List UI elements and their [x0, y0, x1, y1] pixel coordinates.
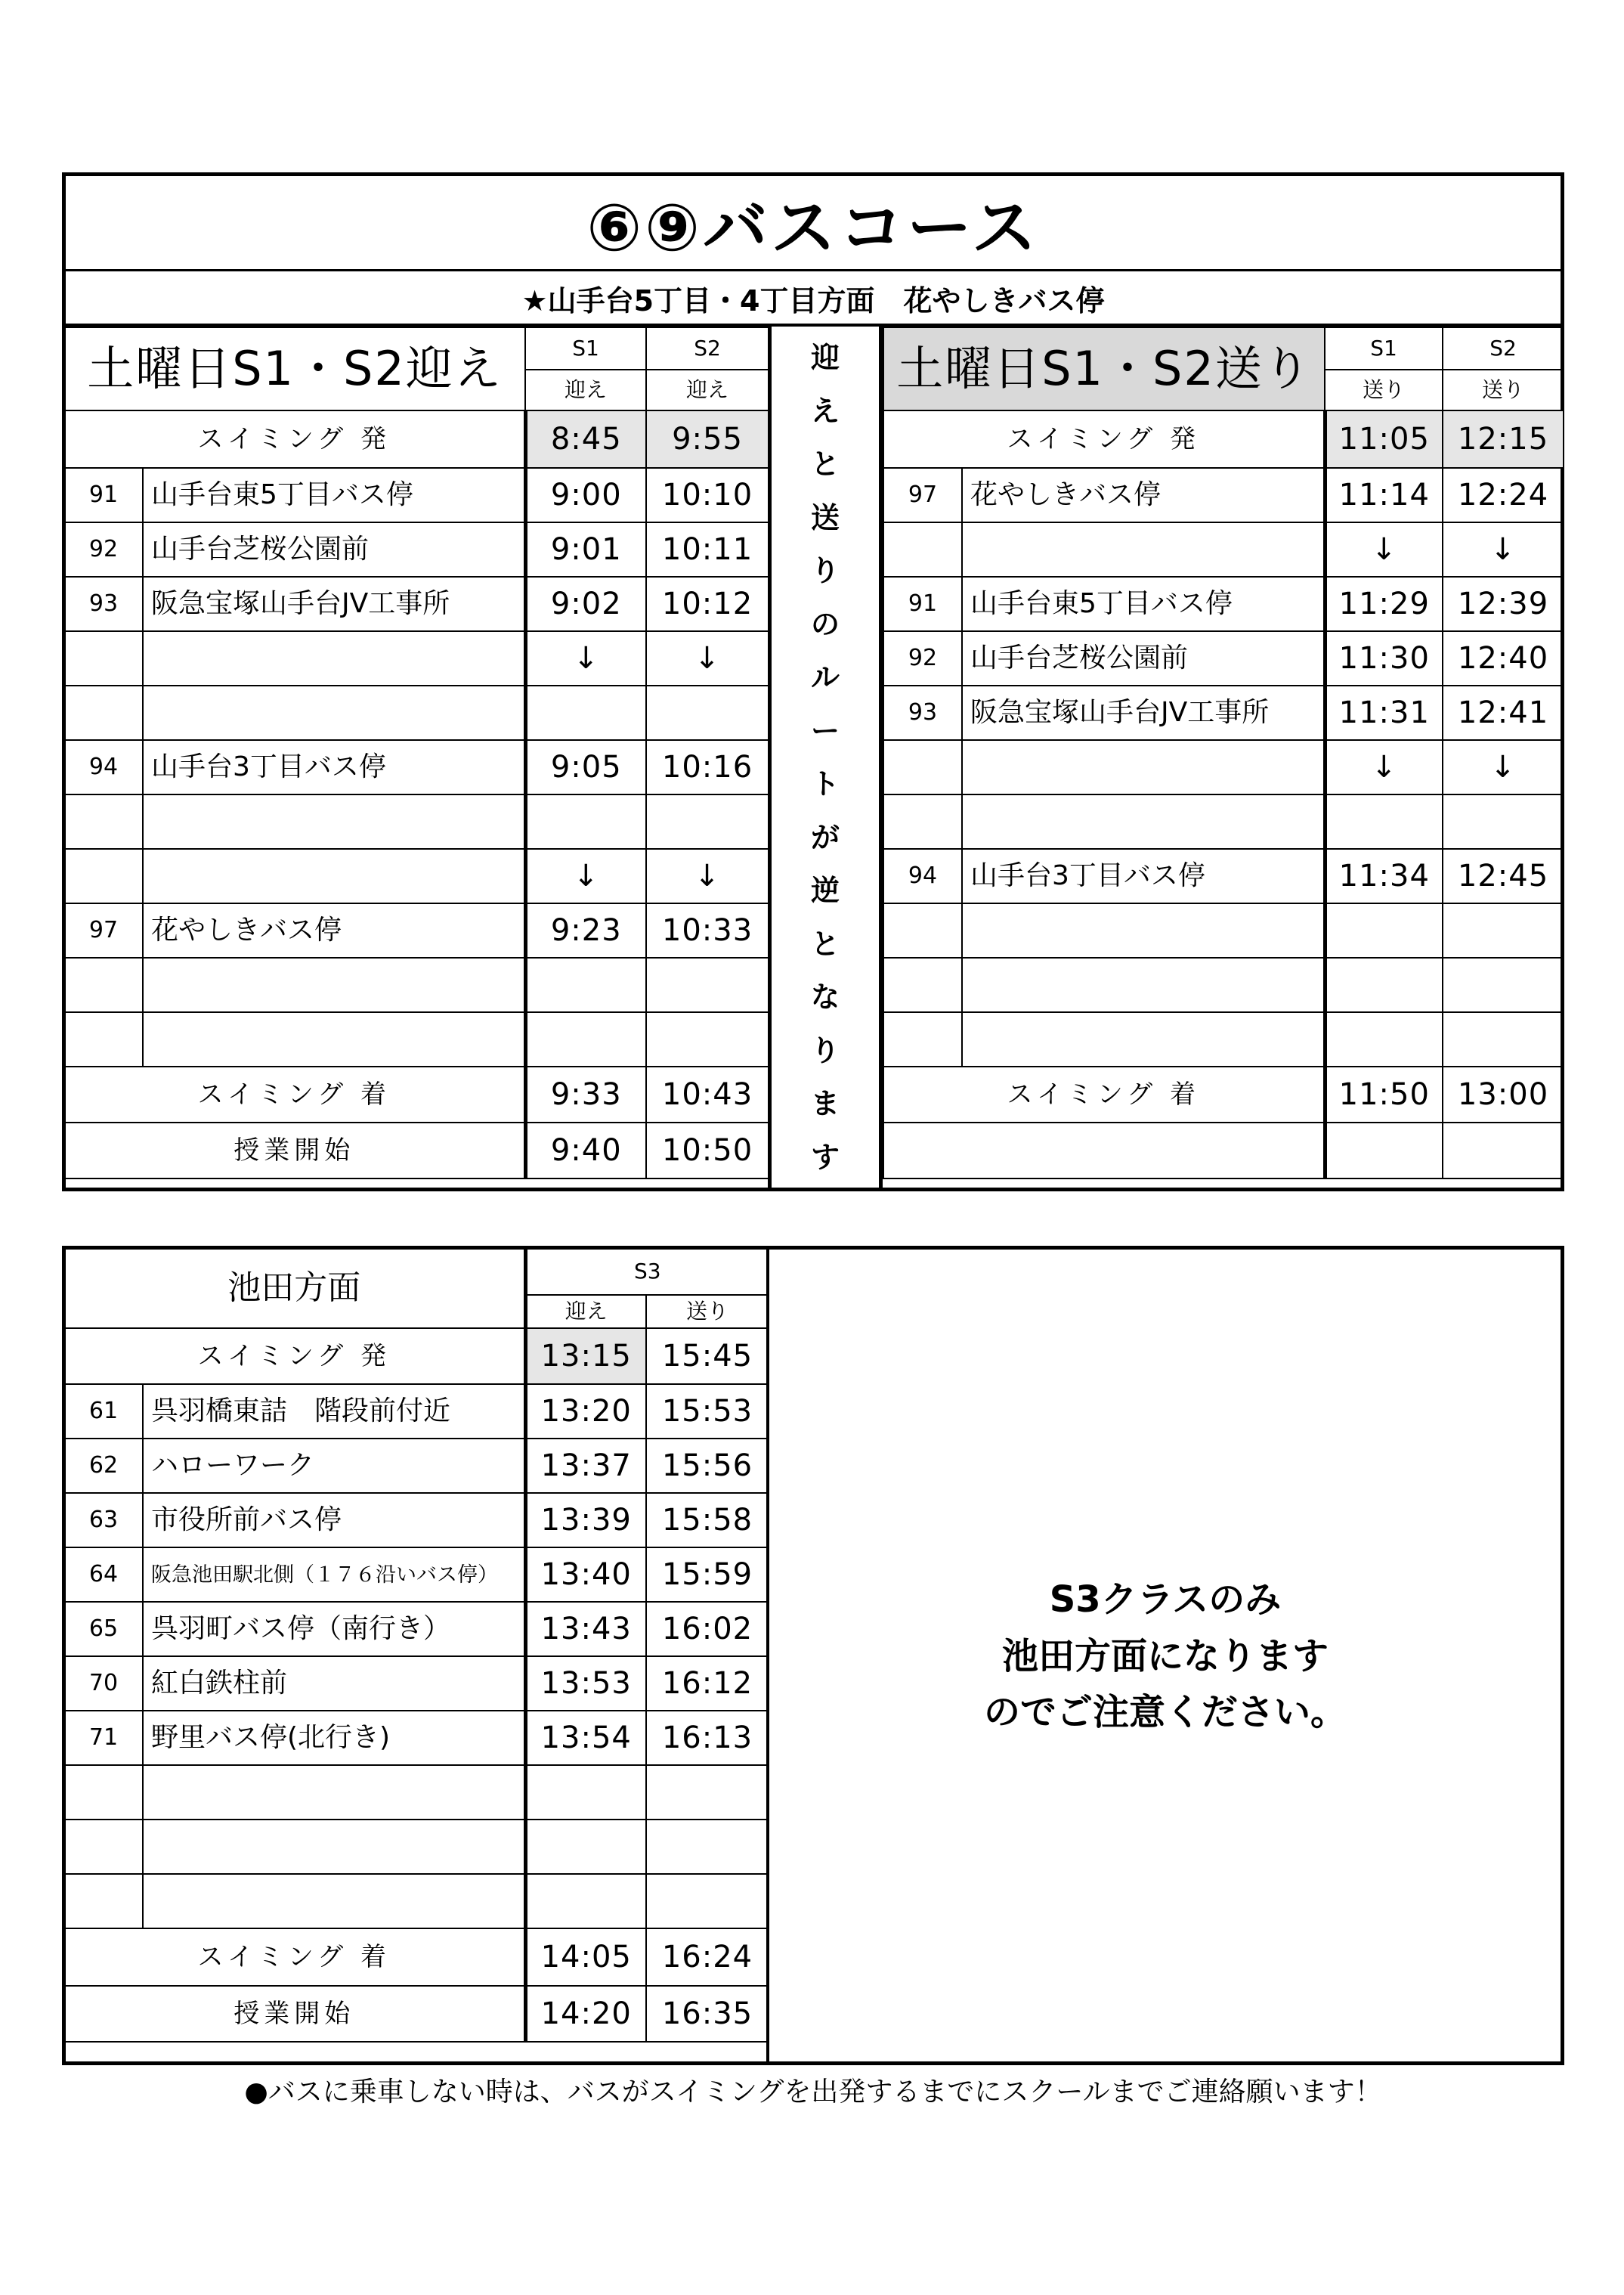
route-note-char: 逆	[810, 874, 840, 908]
table-row	[64, 1012, 769, 1067]
stop-name	[962, 1012, 1325, 1067]
timetable-title: 土曜日S1・S2送り	[883, 327, 1325, 410]
ikeda-timetable	[63, 1247, 769, 2043]
stop-number: 94	[64, 740, 143, 794]
stop-time-dropoff: 15:53	[646, 1384, 769, 1439]
table-row	[64, 1656, 769, 1711]
stop-time-s2	[646, 958, 769, 1012]
stop-time-s1: 9:02	[525, 577, 646, 631]
class-start-label	[883, 1123, 1325, 1178]
table-row	[883, 686, 1564, 740]
route-note-char: り	[810, 554, 840, 588]
table-row	[883, 577, 1564, 631]
table-row	[883, 1067, 1564, 1123]
stop-time-s1: 11:29	[1325, 577, 1443, 631]
stop-number: 91	[883, 577, 962, 631]
column-header-s1: S1	[1325, 327, 1443, 370]
stop-time-s2: 10:12	[646, 577, 769, 631]
stop-time-s1: 9:23	[525, 903, 646, 958]
stop-time-s1: 9:00	[525, 468, 646, 522]
stop-time-s2: 12:45	[1443, 849, 1564, 903]
stop-time-s1: 11:31	[1325, 686, 1443, 740]
route-note-char: え	[810, 394, 840, 428]
stop-number: 62	[64, 1439, 143, 1493]
stop-time-s2: 12:40	[1443, 631, 1564, 686]
ikeda-title: 池田方面	[64, 1248, 525, 1328]
route-note-char: と	[810, 927, 840, 961]
table-row	[64, 1067, 769, 1123]
stop-number: 63	[64, 1493, 143, 1547]
stop-number: 97	[883, 468, 962, 522]
stop-name	[143, 1874, 525, 1928]
table-row	[64, 1820, 769, 1874]
table-row	[883, 631, 1564, 686]
table-row	[883, 468, 1564, 522]
class-start-label: 授業開始	[64, 1123, 525, 1178]
stop-time-pickup: 13:53	[525, 1656, 646, 1711]
stop-name: 山手台3丁目バス停	[962, 849, 1325, 903]
route-note-char: 送	[810, 500, 840, 534]
stop-time-pickup: 13:43	[525, 1602, 646, 1656]
stop-number	[64, 631, 143, 686]
table-row	[64, 327, 769, 370]
stop-time-pickup: 13:39	[525, 1493, 646, 1547]
table-row	[883, 794, 1564, 849]
stop-time-pickup: 13:20	[525, 1384, 646, 1439]
stop-time-s2: 10:11	[646, 522, 769, 577]
stop-time-s1	[525, 958, 646, 1012]
depart-time-s1: 11:05	[1325, 410, 1443, 468]
depart-label: スイミング 発	[64, 410, 525, 468]
route-note-char: り	[810, 1033, 840, 1067]
timetable-title: 土曜日S1・S2迎え	[64, 327, 525, 410]
stop-time-s2: ↓	[1443, 740, 1564, 794]
stop-number	[64, 958, 143, 1012]
stop-number	[883, 958, 962, 1012]
column-sub-s2: 送り	[1443, 370, 1564, 410]
stop-time-s2: 10:16	[646, 740, 769, 794]
table-row	[64, 1986, 769, 2042]
route-note-char: ル	[810, 661, 840, 695]
stop-number	[64, 849, 143, 903]
stop-time-s1	[1325, 1012, 1443, 1067]
stop-time-s1: 11:34	[1325, 849, 1443, 903]
stop-time-s1	[1325, 958, 1443, 1012]
stop-time-s1	[525, 794, 646, 849]
table-row	[64, 522, 769, 577]
stop-time-s1	[1325, 794, 1443, 849]
table-row	[64, 410, 769, 468]
stop-name: ハローワーク	[143, 1439, 525, 1493]
stop-time-s2	[1443, 794, 1564, 849]
stop-time-dropoff: 15:59	[646, 1547, 769, 1602]
stop-time-s1: ↓	[525, 849, 646, 903]
stop-time-dropoff: 16:02	[646, 1602, 769, 1656]
stop-number: 92	[883, 631, 962, 686]
route-note-char: の	[810, 607, 840, 641]
table-row	[883, 903, 1564, 958]
stop-time-dropoff: 15:58	[646, 1493, 769, 1547]
stop-time-s1: 9:01	[525, 522, 646, 577]
table-row	[64, 958, 769, 1012]
stop-number	[64, 686, 143, 740]
stop-name	[962, 903, 1325, 958]
stop-number	[883, 1012, 962, 1067]
route-note-char: と	[810, 448, 840, 482]
stop-name: 山手台芝桜公園前	[962, 631, 1325, 686]
stop-name	[143, 1820, 525, 1874]
table-row	[883, 522, 1564, 577]
class-start-s2	[1443, 1123, 1564, 1178]
stop-name	[962, 958, 1325, 1012]
stop-name: 呉羽橋東詰 階段前付近	[143, 1384, 525, 1439]
stop-name	[962, 794, 1325, 849]
column-sub-s1: 送り	[1325, 370, 1443, 410]
stop-number	[883, 522, 962, 577]
stop-time-pickup	[525, 1820, 646, 1874]
pickup-timetable	[63, 327, 769, 1179]
stop-time-s1: ↓	[525, 631, 646, 686]
table-row	[64, 1328, 769, 1384]
table-row	[64, 1248, 769, 1295]
stop-number	[883, 794, 962, 849]
stop-number: 70	[64, 1656, 143, 1711]
stop-time-dropoff: 16:12	[646, 1656, 769, 1711]
stop-name: 花やしきバス停	[143, 903, 525, 958]
stop-name: 山手台東5丁目バス停	[143, 468, 525, 522]
arrive-time-pickup: 14:05	[525, 1928, 646, 1986]
stop-name: 市役所前バス停	[143, 1493, 525, 1547]
stop-number	[883, 903, 962, 958]
stop-name	[143, 794, 525, 849]
stop-time-s1: 11:30	[1325, 631, 1443, 686]
depart-time-s2: 12:15	[1443, 410, 1564, 468]
stop-name	[143, 1012, 525, 1067]
stop-time-s2	[1443, 903, 1564, 958]
stop-name	[143, 631, 525, 686]
stop-number: 65	[64, 1602, 143, 1656]
stop-number: 93	[64, 577, 143, 631]
stop-time-pickup	[525, 1765, 646, 1820]
s3-notice-line: S3クラスのみ	[1049, 1578, 1282, 1621]
stop-time-s2	[1443, 958, 1564, 1012]
column-sub-dropoff: 送り	[646, 1295, 769, 1328]
table-row	[64, 903, 769, 958]
arrive-time-s2: 13:00	[1443, 1067, 1564, 1123]
stop-time-s2: 12:39	[1443, 577, 1564, 631]
column-header-s2: S2	[1443, 327, 1564, 370]
page-subtitle: ★山手台5丁目・4丁目方面 花やしきバス停	[521, 283, 1105, 317]
title-divider	[63, 269, 1563, 271]
stop-number: 64	[64, 1547, 143, 1602]
table-row	[64, 1439, 769, 1493]
stop-time-dropoff	[646, 1820, 769, 1874]
stop-time-s1: ↓	[1325, 522, 1443, 577]
stop-number: 61	[64, 1384, 143, 1439]
stop-time-s2: ↓	[646, 631, 769, 686]
stop-name: 山手台3丁目バス停	[143, 740, 525, 794]
table-row	[64, 1123, 769, 1178]
stop-time-s1	[525, 1012, 646, 1067]
stop-name: 花やしきバス停	[962, 468, 1325, 522]
stop-number	[64, 1765, 143, 1820]
stop-number	[64, 794, 143, 849]
stop-name: 山手台東5丁目バス停	[962, 577, 1325, 631]
table-row	[64, 1874, 769, 1928]
stop-name	[962, 740, 1325, 794]
table-row	[883, 740, 1564, 794]
stop-number: 92	[64, 522, 143, 577]
route-note-char: ま	[810, 1087, 840, 1121]
stop-time-pickup	[525, 1874, 646, 1928]
table-row	[64, 1711, 769, 1765]
stop-time-s2: ↓	[646, 849, 769, 903]
table-row	[64, 1602, 769, 1656]
s3-notice-line: のでご注意ください。	[983, 1691, 1347, 1734]
column-header-s3: S3	[525, 1248, 769, 1295]
table-row	[883, 410, 1564, 468]
arrive-label: スイミング 着	[64, 1928, 525, 1986]
arrive-time-s1: 9:33	[525, 1067, 646, 1123]
table-row	[64, 686, 769, 740]
stop-name	[143, 958, 525, 1012]
footer-notice: ●バスに乗車しない時は、バスがスイミングを出発するまでにスクールまでご連絡願います！	[244, 2076, 1382, 2108]
class-start-s1	[1325, 1123, 1443, 1178]
column-sub-s2: 迎え	[646, 370, 769, 410]
stop-time-dropoff: 16:13	[646, 1711, 769, 1765]
stop-name: 阪急池田駅北側（１７６沿いバス停）	[143, 1547, 525, 1602]
table-row	[883, 1012, 1564, 1067]
stop-time-s2: 10:10	[646, 468, 769, 522]
stop-number	[64, 1012, 143, 1067]
route-note-char: ト	[810, 767, 840, 801]
route-note-char: す	[810, 1140, 840, 1174]
column-sub-pickup: 迎え	[525, 1295, 646, 1328]
arrive-label: スイミング 着	[64, 1067, 525, 1123]
depart-time-pickup: 13:15	[525, 1328, 646, 1384]
route-note-char: が	[810, 820, 840, 854]
class-start-pickup: 14:20	[525, 1986, 646, 2042]
depart-label: スイミング 発	[64, 1328, 525, 1384]
table-row	[64, 1493, 769, 1547]
stop-number: 93	[883, 686, 962, 740]
arrive-label: スイミング 着	[883, 1067, 1325, 1123]
stop-name: 紅白鉄柱前	[143, 1656, 525, 1711]
stop-time-pickup: 13:54	[525, 1711, 646, 1765]
depart-time-dropoff: 15:45	[646, 1328, 769, 1384]
page-title: ⑥⑨バスコース	[586, 190, 1040, 266]
stop-time-s1: 11:14	[1325, 468, 1443, 522]
class-start-dropoff: 16:35	[646, 1986, 769, 2042]
class-start-label: 授業開始	[64, 1986, 525, 2042]
table-row	[64, 794, 769, 849]
stop-time-s2: ↓	[1443, 522, 1564, 577]
table-row	[64, 631, 769, 686]
stop-time-s1	[1325, 903, 1443, 958]
dropoff-timetable	[883, 327, 1564, 1179]
stop-time-s2: 12:24	[1443, 468, 1564, 522]
table-row	[64, 1765, 769, 1820]
stop-time-s2	[1443, 1012, 1564, 1067]
stop-number: 94	[883, 849, 962, 903]
stop-time-dropoff	[646, 1765, 769, 1820]
table-row	[883, 958, 1564, 1012]
stop-name: 呉羽町バス停（南行き）	[143, 1602, 525, 1656]
depart-time-s2: 9:55	[646, 410, 769, 468]
depart-label: スイミング 発	[883, 410, 1325, 468]
table-row	[64, 1928, 769, 1986]
stop-name	[962, 522, 1325, 577]
stop-number: 97	[64, 903, 143, 958]
stop-name	[143, 686, 525, 740]
class-start-s2: 10:50	[646, 1123, 769, 1178]
table-row	[883, 327, 1564, 370]
table-row	[883, 849, 1564, 903]
stop-time-pickup: 13:40	[525, 1547, 646, 1602]
stop-time-s2	[646, 686, 769, 740]
column-header-s2: S2	[646, 327, 769, 370]
stop-number	[883, 740, 962, 794]
table-row	[64, 1384, 769, 1439]
stop-name: 野里バス停(北行き)	[143, 1711, 525, 1765]
stop-time-s1: ↓	[1325, 740, 1443, 794]
stop-time-s2	[646, 794, 769, 849]
class-start-s1: 9:40	[525, 1123, 646, 1178]
depart-time-s1: 8:45	[525, 410, 646, 468]
route-note-char: 迎	[810, 341, 840, 375]
stop-number	[64, 1874, 143, 1928]
table-row	[64, 468, 769, 522]
arrive-time-s1: 11:50	[1325, 1067, 1443, 1123]
route-note-char: な	[810, 980, 840, 1014]
table-row	[64, 849, 769, 903]
stop-time-s2	[646, 1012, 769, 1067]
stop-time-s2: 10:33	[646, 903, 769, 958]
route-reverse-note	[768, 327, 883, 1188]
table-row	[883, 1123, 1564, 1178]
stop-number: 71	[64, 1711, 143, 1765]
s3-notice	[768, 1249, 1563, 2064]
column-header-s1: S1	[525, 327, 646, 370]
table-row	[64, 577, 769, 631]
stop-time-s1: 9:05	[525, 740, 646, 794]
stop-time-dropoff	[646, 1874, 769, 1928]
stop-time-s1	[525, 686, 646, 740]
stop-time-dropoff: 15:56	[646, 1439, 769, 1493]
arrive-time-s2: 10:43	[646, 1067, 769, 1123]
stop-name	[143, 1765, 525, 1820]
stop-name	[143, 849, 525, 903]
arrive-time-dropoff: 16:24	[646, 1928, 769, 1986]
stop-name: 阪急宝塚山手台JV工事所	[962, 686, 1325, 740]
stop-number: 91	[64, 468, 143, 522]
route-note-char: ー	[810, 714, 840, 748]
s3-notice-line: 池田方面になります	[1001, 1634, 1329, 1677]
column-sub-s1: 迎え	[525, 370, 646, 410]
stop-number	[64, 1820, 143, 1874]
stop-name: 阪急宝塚山手台JV工事所	[143, 577, 525, 631]
stop-time-pickup: 13:37	[525, 1439, 646, 1493]
stop-name: 山手台芝桜公園前	[143, 522, 525, 577]
table-row	[64, 740, 769, 794]
stop-time-s2: 12:41	[1443, 686, 1564, 740]
table-row	[64, 1547, 769, 1602]
